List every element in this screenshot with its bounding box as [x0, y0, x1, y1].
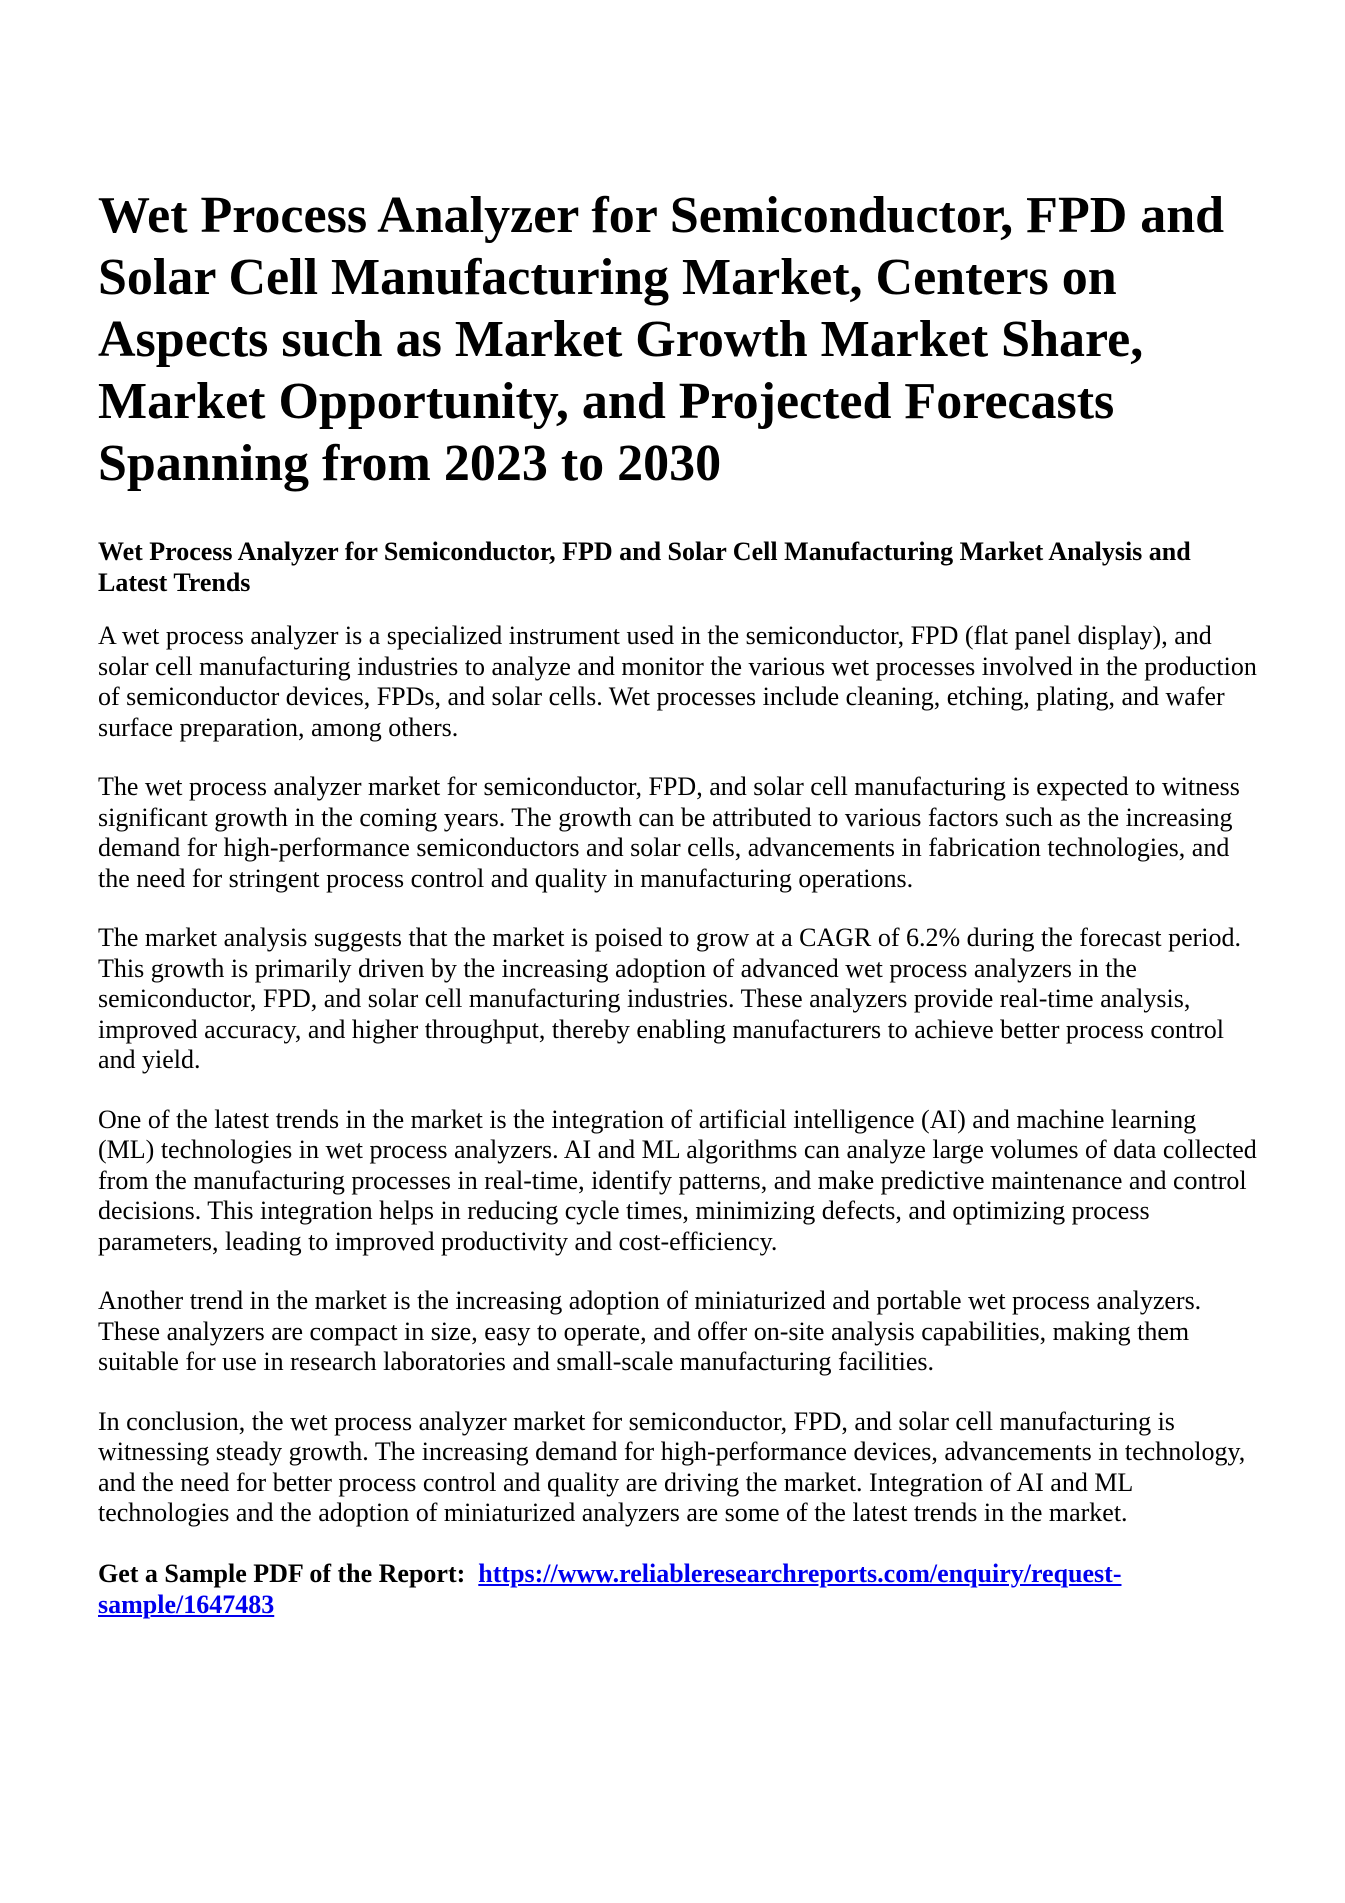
- paragraph-intro: A wet process analyzer is a specialized instrument used in the semiconductor, FPD (flat panel display), and solar cell manufacturing industries to analyze and monitor the various wet processes involved in the production of semiconductor devices, FPDs, and solar cells. Wet processes include cleaning, etching, plating, and wafer surface preparation, among others.: [98, 621, 1257, 742]
- paragraph-conclusion: In conclusion, the wet process analyzer market for semiconductor, FPD, and solar cell manufacturing is witnessing steady growth. The increasing demand for high-performance devices, advancements in technology, and the need for better process control and quality are driving the market. Integration of AI and ML technologies and the adoption of miniaturized analyzers are some of the latest trends in the market.: [98, 1406, 1246, 1527]
- section-heading: Wet Process Analyzer for Semiconductor, FPD and Solar Cell Manufacturing Market Analysis and Latest Trends: [98, 537, 1191, 597]
- paragraph-portable-trend: Another trend in the market is the increasing adoption of miniaturized and portable wet process analyzers. These analyzers are compact in size, easy to operate, and offer on-site analysis capabilities, making them suitable for use in research laboratories and small-scale manufacturing facilities.: [98, 1286, 1202, 1376]
- page-title: Wet Process Analyzer for Semiconductor, FPD and Solar Cell Manufacturing Market, Centers on Aspects such as Market Growth Market Share, Market Opportunity, and Projected Forecasts Spanning from 2023 to 2030: [98, 187, 1225, 492]
- sample-report-callout: [98, 1558, 1258, 1620]
- document-page: [98, 185, 1258, 1620]
- paragraph-market-growth: The wet process analyzer market for semiconductor, FPD, and solar cell manufacturing is expected to witness significant growth in the coming years. The growth can be attributed to various factors such as the increasing demand for high-performance semiconductors and solar cells, advancements in fabrication technologies, and the need for stringent process control and quality in manufacturing operations.: [98, 772, 1240, 893]
- paragraph-cagr: The market analysis suggests that the market is poised to grow at a CAGR of 6.2% during the forecast period. This growth is primarily driven by the increasing adoption of advanced wet process analyzers in the semiconductor, FPD, and solar cell manufacturing industries. These analyzers provide real-time analysis, improved accuracy, and higher throughput, thereby enabling manufacturers to achieve better process control and yield.: [98, 923, 1242, 1074]
- paragraph-ai-trend: One of the latest trends in the market is the integration of artificial intelligence (AI) and machine learning (ML) technologies in wet process analyzers. AI and ML algorithms can analyze large volumes of data collected from the manufacturing processes in real-time, identify patterns, and make predictive maintenance and control decisions. This integration helps in reducing cycle times, minimizing defects, and optimizing process parameters, leading to improved productivity and cost-efficiency.: [98, 1104, 1257, 1256]
- sample-report-link[interactable]: https://www.reliableresearchreports.com/enquiry/request-sample/1647483: [98, 1558, 1122, 1619]
- sample-report-label: Get a Sample PDF of the Report:: [98, 1558, 466, 1588]
